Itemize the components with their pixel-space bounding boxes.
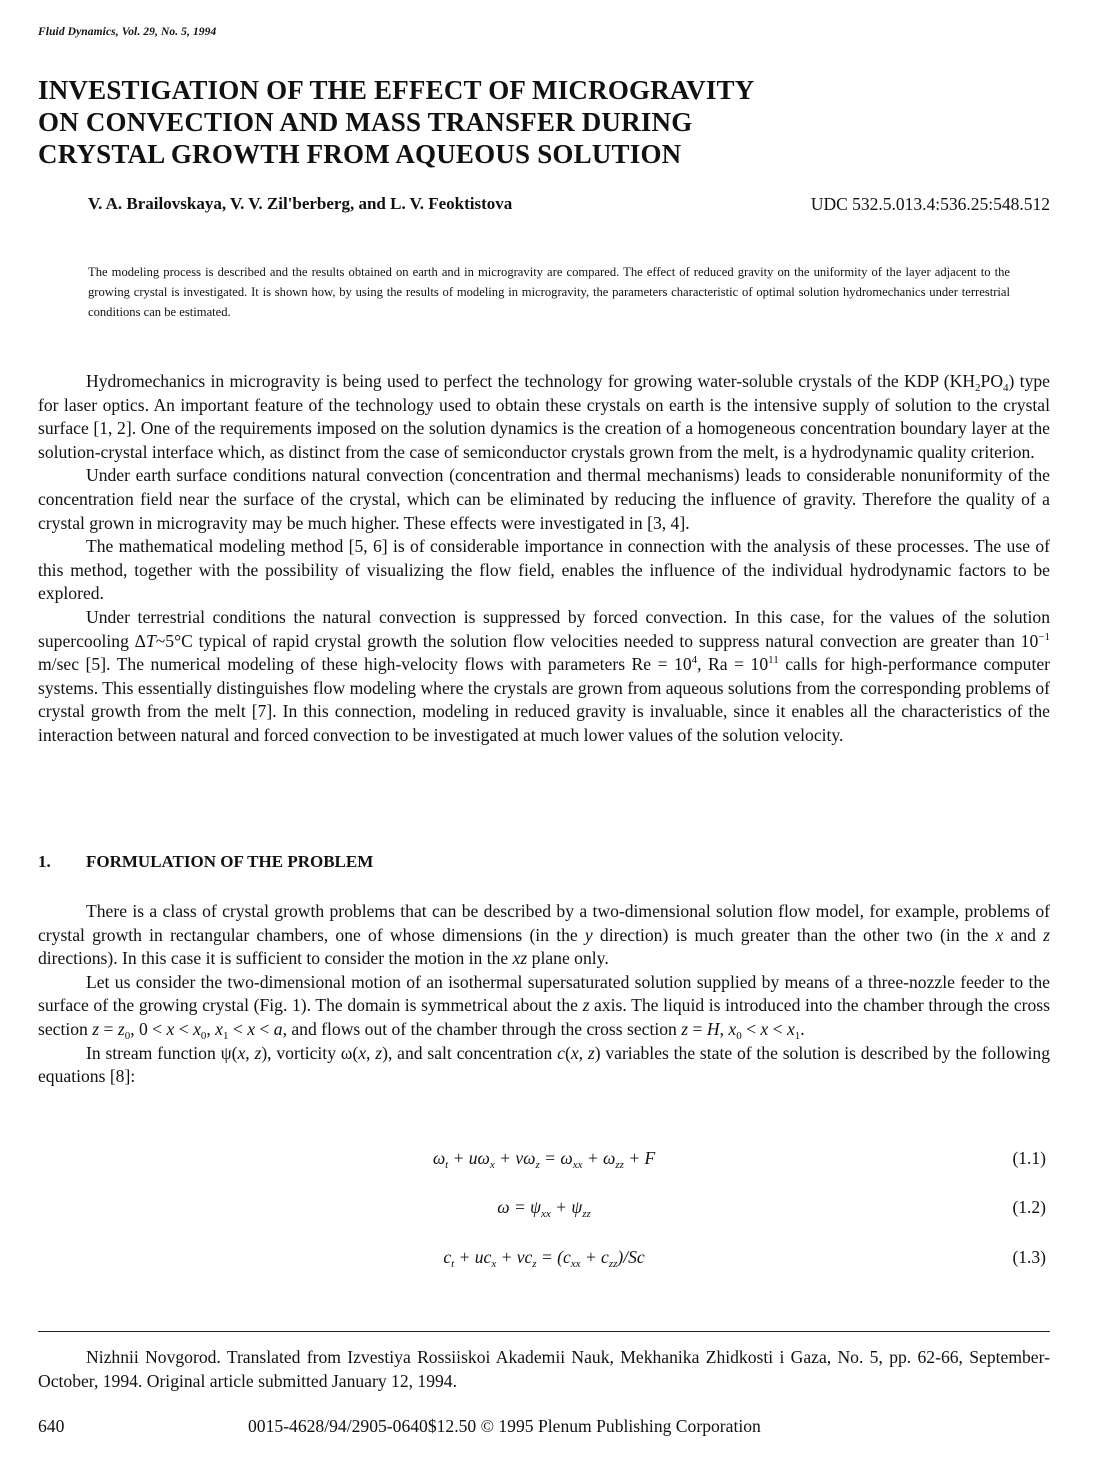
page-number: 640 <box>38 1416 65 1436</box>
section-heading <box>38 852 373 872</box>
superscript: 11 <box>768 654 779 667</box>
subscript: 0 <box>124 1029 131 1042</box>
equation-body <box>38 1148 1050 1169</box>
equation-term: + ω <box>582 1148 616 1168</box>
paragraph-4 <box>38 606 1050 748</box>
superscript: 4 <box>691 654 698 667</box>
equation-term: + uc <box>454 1247 492 1267</box>
text-run: . <box>800 1018 805 1039</box>
math-var: x <box>247 1018 256 1039</box>
subscript: 4 <box>1003 382 1009 394</box>
text-run: , <box>366 1042 376 1063</box>
equation-body <box>38 1197 1050 1218</box>
paragraph-2: Under earth surface conditions natural convection (concentration and thermal mechanisms) leads to considerable nonuniformity of the concentration field near the surface of the crystal, which can be eliminated by reducing the influence of gravity. Therefore the quality of a crystal grown in microgravity may be much higher. These effects were investigated in [3, 4]. <box>38 465 1050 533</box>
equation-subscript: t <box>451 1258 455 1270</box>
paragraph-6 <box>38 971 1050 1042</box>
text-run: , <box>578 1042 588 1063</box>
text-run: , 0 < <box>130 1018 167 1039</box>
intro-section <box>38 370 1050 748</box>
text-run: < <box>174 1018 194 1039</box>
math-var: z <box>92 1018 100 1039</box>
math-var: z <box>1043 924 1050 945</box>
formulation-section <box>38 900 1050 1089</box>
text-run: = <box>688 1018 707 1039</box>
equation-subscript: zz <box>608 1258 618 1270</box>
text-run: ) variables the state of the solution is described by the following equations [8]: <box>38 1042 1051 1087</box>
journal-citation: Fluid Dynamics, Vol. 29, No. 5, 1994 <box>38 26 217 38</box>
text-run: In stream function ψ( <box>86 1042 238 1063</box>
math-var: z <box>254 1042 262 1063</box>
paragraph-7 <box>38 1042 1050 1089</box>
math-var: x <box>237 1042 246 1063</box>
text-run: , <box>245 1042 255 1063</box>
text-run: < <box>255 1018 274 1039</box>
math-var: a <box>273 1018 283 1039</box>
equation-subscript: z <box>532 1258 537 1270</box>
math-var: z <box>117 1018 125 1039</box>
superscript: −1 <box>1038 630 1050 643</box>
math-var: H <box>706 1018 720 1039</box>
title-line-1: INVESTIGATION OF THE EFFECT OF MICROGRAVITY <box>38 75 755 105</box>
equation-term: + vc <box>496 1247 533 1267</box>
udc-code: UDC 532.5.013.4:536.25:548.512 <box>810 194 1050 214</box>
equation-body <box>38 1247 1050 1268</box>
equation-term: )/Sc <box>617 1247 645 1267</box>
subscript: 1 <box>222 1029 229 1042</box>
footnote: Nizhnii Novgorod. Translated from Izvestiya Rossiiskoi Akademii Nauk, Mekhanika Zhidkosti i Gaza, No. 5, pp. 62-66, September-October, 1994. Original article submitted January 12, 1994. <box>38 1347 1050 1391</box>
math-var: x <box>728 1018 737 1039</box>
paragraph-1 <box>38 370 1050 464</box>
equation-subscript: zz <box>582 1208 591 1220</box>
equation-term: = ω <box>539 1148 573 1168</box>
math-var: T <box>145 630 156 651</box>
math-var: x <box>358 1042 367 1063</box>
math-var: x <box>570 1042 579 1063</box>
equation-1-1 <box>38 1148 1050 1176</box>
math-var: x <box>786 1018 795 1039</box>
equation-term: + F <box>623 1148 656 1168</box>
text-run: direction) is much greater than the other two (in the <box>592 924 996 945</box>
math-var: z <box>681 1018 689 1039</box>
footnote-rule <box>38 1331 1050 1332</box>
equation-term: c <box>443 1247 452 1267</box>
text-run: PO <box>980 371 1004 391</box>
equation-subscript: xx <box>570 1258 581 1270</box>
text-run: axis. The liquid is introduced into the chamber through the cross section <box>38 995 1050 1039</box>
section-number: 1. <box>38 852 51 871</box>
math-var: x <box>166 1018 175 1039</box>
equation-subscript: zz <box>615 1159 624 1171</box>
text-run: m/sec [5]. The numerical modeling of these high-velocity flows with parameters Re = 10 <box>38 654 692 675</box>
equation-subscript: xx <box>572 1159 583 1171</box>
equation-term: + ψ <box>550 1197 583 1217</box>
text-run: plane only. <box>527 948 609 969</box>
text-run: There is a class of crystal growth problems that can be described by a two-dimensional solution flow model, for example, problems of crystal growth in rectangular chambers, one of whose dimensions (in the <box>38 901 1050 945</box>
text-run: < <box>768 1018 787 1039</box>
math-var: x <box>193 1018 201 1039</box>
equation-subscript: t <box>445 1159 449 1171</box>
title-line-2: ON CONVECTION AND MASS TRANSFER DURING <box>38 107 693 137</box>
authors: V. A. Brailovskaya, V. V. Zil'berberg, and L. V. Feoktistova <box>88 194 513 213</box>
text-run: Under terrestrial conditions the natural convection is suppressed by forced convection. In this case, for the values of the solution supercooling Δ <box>38 606 1050 651</box>
paragraph-5 <box>38 900 1050 971</box>
equation-term: ω <box>432 1148 446 1168</box>
equation-1-2 <box>38 1197 1050 1225</box>
text-run: ~5°C typical of rapid crystal growth the solution flow velocities needed to suppress natural convection are greater than 10 <box>155 630 1039 651</box>
text-run: ), vorticity ω( <box>261 1042 359 1063</box>
math-var: x <box>760 1018 769 1039</box>
subscript: 2 <box>975 382 981 394</box>
copyright-line: 0015-4628/94/2905-0640$12.50 © 1995 Plenum Publishing Corporation <box>248 1416 761 1436</box>
math-var: z <box>375 1042 383 1063</box>
text-run: calls for high-performance computer systems. This essentially distinguishes flow modeling where the crystals are grown from aqueous solutions from the corresponding problems of crystal growth from the melt [7]. In this connection, modeling in reduced gravity is invaluable, since it enables all the characteristics of the interaction between natural and forced convection to be investigated at much lower values of the solution velocity. <box>38 654 1050 745</box>
text-run: = <box>99 1018 118 1039</box>
text-run: and <box>1003 924 1044 945</box>
subscript: 0 <box>736 1029 742 1042</box>
subscript: 1 <box>794 1029 801 1042</box>
text-run: < <box>741 1018 761 1039</box>
equation-1-3 <box>38 1247 1050 1275</box>
equation-subscript: z <box>535 1159 540 1171</box>
math-var: xz <box>512 948 528 969</box>
text-run: , <box>719 1018 729 1039</box>
equation-term: + vω <box>494 1148 536 1168</box>
equation-number: (1.2) <box>1012 1197 1046 1217</box>
equation-subscript: xx <box>541 1208 551 1220</box>
article-title <box>38 74 938 170</box>
equation-subscript: x <box>489 1159 495 1171</box>
text-run: , <box>206 1018 216 1039</box>
equation-term: ω = ψ <box>497 1197 542 1217</box>
math-var: x <box>215 1018 223 1039</box>
equation-number: (1.3) <box>1012 1247 1046 1267</box>
text-run: Hydromechanics in microgravity is being used to perfect the technology for growing water-soluble crystals of the KDP (KH <box>86 371 976 391</box>
math-var: c <box>557 1042 565 1063</box>
text-run: ( <box>564 1042 571 1063</box>
text-run: Let us consider the two-dimensional motion of an isothermal supersaturated solution supplied by means of a three-nozzle feeder to the surface of the growing crystal (Fig. 1). The domain is symmetrical about the <box>38 971 1050 1016</box>
math-var: z <box>582 995 590 1016</box>
equation-term: = (c <box>536 1247 571 1267</box>
text-run: , and flows out of the chamber through the cross section <box>282 1018 682 1039</box>
equation-number: (1.1) <box>1012 1148 1046 1168</box>
title-line-3: CRYSTAL GROWTH FROM AQUEOUS SOLUTION <box>38 139 682 169</box>
text-run: ), and salt concentration <box>382 1042 558 1063</box>
subscript: 0 <box>200 1029 207 1042</box>
math-var: z <box>587 1042 595 1063</box>
text-run: directions). In this case it is sufficient to consider the motion in the <box>38 948 513 969</box>
abstract: The modeling process is described and the results obtained on earth and in microgravity are compared. The effect of reduced gravity on the uniformity of the layer adjacent to the growing crystal is investigated. It is shown how, by using the results of modeling in microgravity, the parameters characteristic of optimal solution hydromechanics under terrestrial conditions can be estimated. <box>88 265 1010 319</box>
math-var: x <box>995 924 1004 945</box>
text-run: < <box>228 1018 248 1039</box>
section-title: FORMULATION OF THE PROBLEM <box>86 852 374 871</box>
text-run: ) type for laser optics. An important feature of the technology used to obtain these crystals on earth is the intensive supply of solution to the crystal surface [1, 2]. One of the requirements imposed on the solution dynamics is the creation of a homogeneous concentration boundary layer at the solution-crystal interface which, as distinct from the case of semiconductor crystals grown from the melt, is a hydrodynamic quality criterion. <box>38 371 1050 462</box>
paragraph-3: The mathematical modeling method [5, 6] is of considerable importance in connection with the analysis of these processes. The use of this method, together with the possibility of visualizing the flow field, enables the influence of the individual hydrodynamic factors to be explored. <box>38 536 1050 604</box>
math-var: y <box>584 924 593 945</box>
equation-term: + uω <box>448 1148 490 1168</box>
equation-term: + c <box>580 1247 609 1267</box>
equation-subscript: x <box>491 1258 497 1270</box>
text-run: , Ra = 10 <box>697 654 769 675</box>
